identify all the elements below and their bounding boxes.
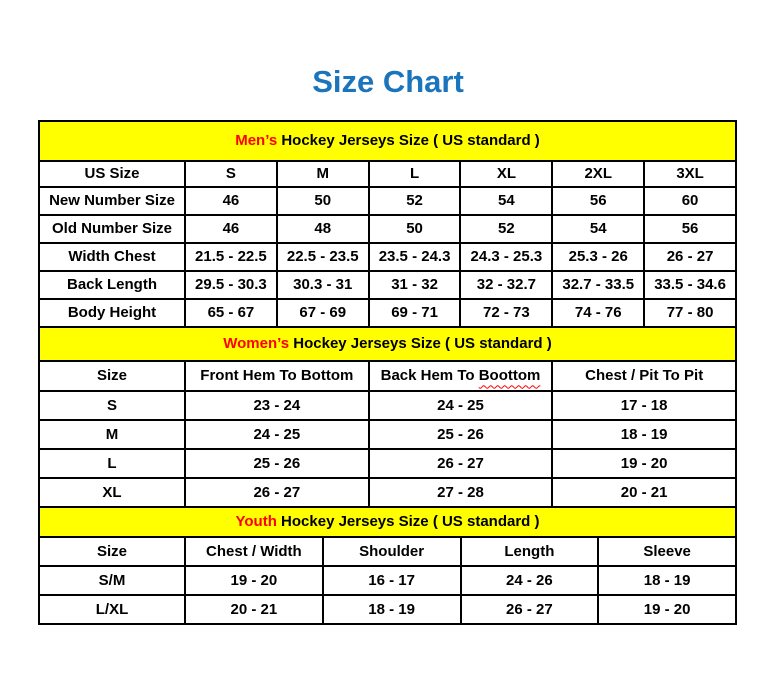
size-cell: 20 - 21 <box>185 595 323 624</box>
size-cell: 56 <box>644 215 736 243</box>
row-label: M <box>39 420 185 449</box>
page-title: Size Chart <box>312 64 464 99</box>
mens-size-table <box>38 120 737 328</box>
table-row <box>39 595 736 624</box>
size-cell: 65 - 67 <box>185 299 277 327</box>
womens-section-highlight: Women’s <box>223 335 290 353</box>
size-cell: 69 - 71 <box>369 299 461 327</box>
row-label: XL <box>39 478 185 507</box>
size-cell: 22.5 - 23.5 <box>277 243 369 271</box>
size-cell: 77 - 80 <box>644 299 736 327</box>
size-cell: 50 <box>277 187 369 215</box>
womens-section-header-text: Hockey Jerseys Size ( US standard ) <box>289 335 552 353</box>
size-cell: 21.5 - 22.5 <box>185 243 277 271</box>
column-header: Size <box>39 361 185 391</box>
size-cell: 60 <box>644 187 736 215</box>
size-cell: 31 - 32 <box>369 271 461 299</box>
row-label: S <box>39 391 185 420</box>
youth-size-table <box>38 506 737 625</box>
table-row <box>39 271 736 299</box>
size-cell: 48 <box>277 215 369 243</box>
size-cell: 19 - 20 <box>552 449 736 478</box>
youth-section-header <box>39 507 736 537</box>
size-cell: 19 - 20 <box>598 595 736 624</box>
size-cell: 54 <box>460 187 552 215</box>
column-header-text: Back Hem To <box>380 367 479 385</box>
table-row <box>39 299 736 327</box>
womens-size-table <box>38 326 737 508</box>
table-row <box>39 566 736 595</box>
size-cell: 18 - 19 <box>323 595 461 624</box>
size-cell: 25 - 26 <box>369 420 553 449</box>
size-cell: 24 - 25 <box>185 420 369 449</box>
size-cell: 23.5 - 24.3 <box>369 243 461 271</box>
size-cell: 20 - 21 <box>552 478 736 507</box>
column-header: 3XL <box>644 161 736 187</box>
size-cell: 52 <box>460 215 552 243</box>
table-row <box>39 187 736 215</box>
size-cell: 26 - 27 <box>369 449 553 478</box>
size-cell: 26 - 27 <box>185 478 369 507</box>
size-cell: 56 <box>552 187 644 215</box>
size-cell: 18 - 19 <box>552 420 736 449</box>
size-cell: 17 - 18 <box>552 391 736 420</box>
youth-section-header-text: Hockey Jerseys Size ( US standard ) <box>276 513 540 531</box>
column-header: Front Hem To Bottom <box>185 361 369 391</box>
table-row <box>39 449 736 478</box>
column-header: Chest / Width <box>185 537 323 566</box>
column-header: Shoulder <box>323 537 461 566</box>
mens-section-highlight: Men’s <box>235 132 278 150</box>
size-tables-container <box>38 120 737 625</box>
row-label: Back Length <box>39 271 185 299</box>
column-header <box>369 361 553 391</box>
size-cell: 25.3 - 26 <box>552 243 644 271</box>
size-cell: 54 <box>552 215 644 243</box>
size-cell: 46 <box>185 187 277 215</box>
table-row <box>39 420 736 449</box>
column-header: XL <box>460 161 552 187</box>
table-row <box>39 478 736 507</box>
size-cell: 16 - 17 <box>323 566 461 595</box>
column-header: L <box>369 161 461 187</box>
column-header: S <box>185 161 277 187</box>
size-cell: 46 <box>185 215 277 243</box>
column-header: 2XL <box>552 161 644 187</box>
size-cell: 74 - 76 <box>552 299 644 327</box>
youth-section-highlight: Youth <box>235 513 277 531</box>
column-header: Sleeve <box>598 537 736 566</box>
size-cell: 24.3 - 25.3 <box>460 243 552 271</box>
size-cell: 27 - 28 <box>369 478 553 507</box>
size-cell: 50 <box>369 215 461 243</box>
size-cell: 24 - 25 <box>369 391 553 420</box>
mens-section-header <box>39 121 736 161</box>
size-cell: 33.5 - 34.6 <box>644 271 736 299</box>
size-cell: 29.5 - 30.3 <box>185 271 277 299</box>
womens-section-header <box>39 327 736 361</box>
row-label: S/M <box>39 566 185 595</box>
row-label: L/XL <box>39 595 185 624</box>
size-cell: 26 - 27 <box>644 243 736 271</box>
size-cell: 32.7 - 33.5 <box>552 271 644 299</box>
size-cell: 32 - 32.7 <box>460 271 552 299</box>
size-cell: 25 - 26 <box>185 449 369 478</box>
row-label: Width Chest <box>39 243 185 271</box>
row-label: New Number Size <box>39 187 185 215</box>
table-row <box>39 391 736 420</box>
size-cell: 23 - 24 <box>185 391 369 420</box>
column-header: US Size <box>39 161 185 187</box>
column-header: Size <box>39 537 185 566</box>
size-cell: 67 - 69 <box>277 299 369 327</box>
size-cell: 72 - 73 <box>460 299 552 327</box>
size-cell: 24 - 26 <box>461 566 599 595</box>
column-header: Length <box>461 537 599 566</box>
column-header: M <box>277 161 369 187</box>
table-row <box>39 215 736 243</box>
row-label: L <box>39 449 185 478</box>
table-row <box>39 243 736 271</box>
misspelled-word: Boottom <box>478 367 541 385</box>
column-header: Chest / Pit To Pit <box>552 361 736 391</box>
size-cell: 19 - 20 <box>185 566 323 595</box>
size-cell: 26 - 27 <box>461 595 599 624</box>
size-cell: 18 - 19 <box>598 566 736 595</box>
row-label: Old Number Size <box>39 215 185 243</box>
mens-section-header-text: Hockey Jerseys Size ( US standard ) <box>277 132 540 150</box>
row-label: Body Height <box>39 299 185 327</box>
size-cell: 52 <box>369 187 461 215</box>
size-cell: 30.3 - 31 <box>277 271 369 299</box>
